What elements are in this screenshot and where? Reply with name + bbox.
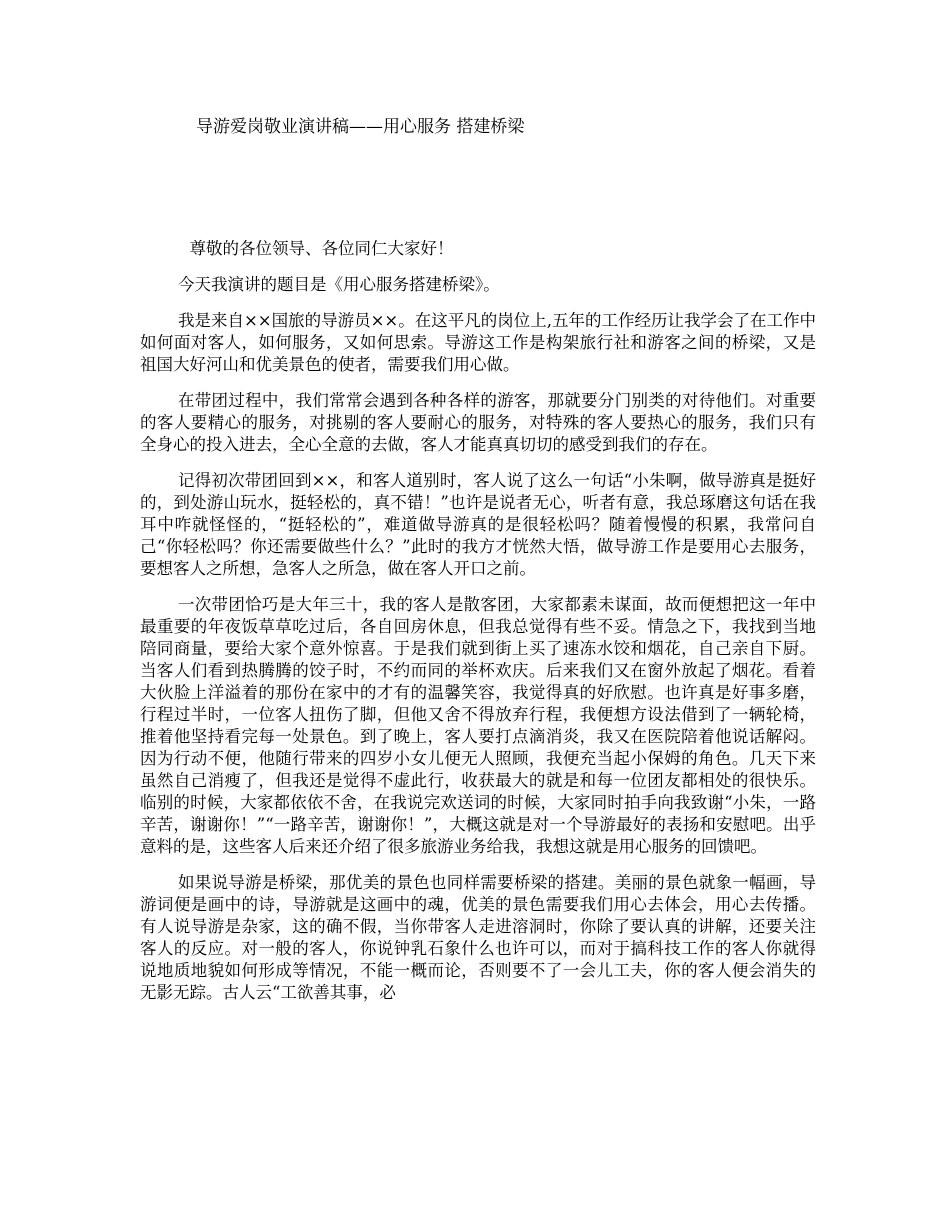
document-title: 导游爱岗敬业演讲稿——用心服务 搭建桥梁	[196, 117, 525, 137]
paragraph-greeting: 尊敬的各位领导、各位同仁大家好！	[189, 239, 454, 258]
paragraph-service: 在带团过程中，我们常常会遇到各种各样的游客，那就要分门别类的对待他们。对重要的客人要精心的服务，对挑剔的客人要耐心的服务，对特殊的客人要热心的服务，我们只有全身心的投入进去，全心全意的去做，客人才能真真切切的感受到我们的存在。	[140, 391, 816, 454]
document-body	[140, 238, 816, 1018]
paragraph-topic: 今天我演讲的题目是《用心服务搭建桥梁》。	[177, 275, 500, 294]
paragraph-first-tour: 记得初次带团回到××，和客人道别时，客人说了这么一句话“小朱啊，做导游真是挺好的，到处游山玩水，挺轻松的，真不错！”也许是说者无心，听者有意，我总琢磨这句话在我耳中咋就怪怪的，“挺轻松的”，难道做导游真的是很轻松吗？随着慢慢的积累，我常问自己“你轻松吗？你还需要做些什么？”此时的我方才恍然大悟，做导游工作是要用心去服务，要想客人之所想，急客人之所急，做在客人开口之前。	[140, 471, 816, 578]
paragraph-new-year-tour: 一次带团恰巧是大年三十，我的客人是散客团，大家都素未谋面，故而便想把这一年中最重要的年夜饭草草吃过后，各自回房休息，但我总觉得有些不妥。情急之下，我找到当地陪同商量，要给大家个意外惊喜。于是我们就到街上买了速冻水饺和烟花，自己亲自下厨。当客人们看到热腾腾的饺子时，不约而同的举杯欢庆。后来我们又在窗外放起了烟花。看着大伙脸上洋溢着的那份在家中的才有的温馨笑容，我觉得真的好欣慰。也许真是好事多磨，行程过半时，一位客人扭伤了脚，但他又舍不得放弃行程，我便想方设法借到了一辆轮椅，推着他坚持看完每一处景色。到了晚上，客人要打点滴消炎，我又在医院陪着他说话解闷。因为行动不便，他随行带来的四岁小女儿便无人照顾，我便充当起小保姆的角色。几天下来虽然自己消瘦了，但我还是觉得不虚此行，收获最大的就是和每一位团友都相处的很快乐。临别的时候，大家都依依不舍，在我说完欢送词的时候，大家同时拍手向我致谢“小朱，一路辛苦，谢谢你！”“一路辛苦，谢谢你！”，大概这就是对一个导游最好的表扬和安慰吧。出乎意料的是，这些客人后来还介绍了很多旅游业务给我，我想这就是用心服务的回馈吧。	[140, 595, 816, 856]
paragraph-scenery-bridge: 如果说导游是桥梁，那优美的景色也同样需要桥梁的搭建。美丽的景色就象一幅画，导游词便是画中的诗，导游就是这画中的魂，优美的景色需要我们用心去体会，用心去传播。有人说导游是杂家，这的确不假，当你带客人走进溶洞时，你除了要认真的讲解，还要关注客人的反应。对一般的客人，你说钟乳石象什么也许可以，而对于搞科技工作的客人你就得说地质地貌如何形成等情况，不能一概而论，否则要不了一会儿工夫，你的客人便会消失的无影无踪。古人云“工欲善其事，必	[140, 873, 816, 1002]
paragraph-intro: 我是来自××国旅的导游员××。在这平凡的岗位上,五年的工作经历让我学会了在工作中如何面对客人，如何服务，又如何思索。导游这工作是构架旅行社和游客之间的桥梁，又是祖国大好河山和优美景色的使者，需要我们用心做。	[140, 311, 816, 374]
